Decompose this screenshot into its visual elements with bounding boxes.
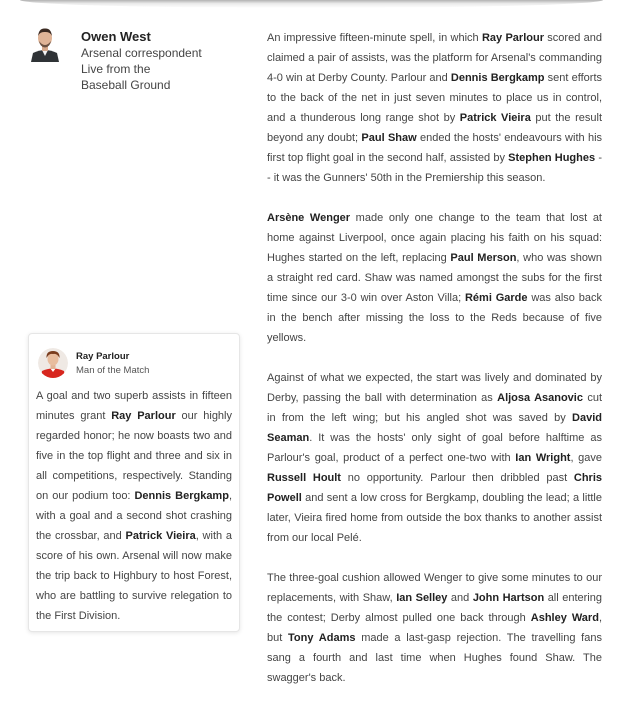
- player-name-highlight: John Hartson: [472, 592, 545, 604]
- player-name-highlight: Ian Wright: [515, 452, 571, 464]
- article-paragraph: An impressive fifteen-minute spell, in which Ray Parlour scored and claimed a pair of assists, was the platform for Arsenal's commanding 4-0 win at Derby County. Parlour and Dennis Bergkamp sent efforts to the back of the net in just seven minutes to place us in control, and a thunderous long range shot by Patrick Vieira put the result beyond any doubt; Paul Shaw ended the hosts' endeavours with his first top flight goal in the second half, assisted by Stephen Hughes -- it was the Gunners' 50th in the Premiership this season.: [267, 32, 603, 184]
- author-role: Arsenal correspondent: [81, 46, 202, 60]
- motm-summary: A goal and two superb assists in fifteen minutes grant Ray Parlour our highly regarded honor; he now boasts two and five in the top flight and three and six in all competitions, respectively. Standing on our podium too: Dennis Bergkamp, with a goal and a second shot crashing the crossbar, and Patrick Vieira, with a score of his own. Arsenal will now make the trip back to Highbury to host Forest, who are battling to survive relegation to the First Division.: [36, 390, 232, 622]
- author-name: Owen West: [81, 29, 151, 44]
- author-location-line1: Live from the: [81, 62, 151, 76]
- player-name-highlight: David Seaman: [267, 412, 602, 444]
- player-name-highlight: Patrick Vieira: [459, 112, 531, 124]
- player-name-highlight: Arsène Wenger: [267, 212, 351, 224]
- match-report-article: [267, 28, 602, 708]
- player-name-highlight: Chris Powell: [267, 472, 603, 504]
- author-location-line2: Baseball Ground: [81, 78, 171, 92]
- player-name-highlight: Tony Adams: [288, 632, 356, 644]
- motm-player-avatar: [38, 348, 68, 378]
- player-name-highlight: Dennis Bergkamp: [450, 72, 545, 84]
- player-name-highlight: Dennis Bergkamp: [134, 490, 229, 502]
- motm-player-name: Ray Parlour: [76, 351, 130, 362]
- article-paragraph: Against of what we expected, the start was lively and dominated by Derby, passing the ball with determination as Aljosa Asanovic cut in from the left wing; but his angled shot was saved by David Seaman. It was the hosts' only sight of goal before halftime as Parlour's goal, product of a perfect one-two with Ian Wright, gave Russell Hoult no opportunity. Parlour then dribbled past Chris Powell and sent a low cross for Bergkamp, doubling the lead; a little later, Vieira fired home from outside the box thanks to another assist from our local Pelé.: [267, 372, 603, 544]
- man-of-the-match-card: [28, 333, 240, 632]
- player-name-highlight: Stephen Hughes: [508, 152, 596, 164]
- player-name-highlight: Russell Hoult: [267, 472, 341, 484]
- top-shadow-divider: [20, 0, 603, 8]
- player-name-highlight: Ashley Ward: [530, 612, 599, 624]
- player-name-highlight: Ray Parlour: [111, 410, 176, 422]
- player-name-highlight: Paul Shaw: [361, 132, 417, 144]
- player-name-highlight: Patrick Vieira: [125, 530, 196, 542]
- motm-title: Man of the Match: [76, 365, 150, 376]
- player-name-highlight: Aljosa Asanovic: [497, 392, 583, 404]
- player-name-highlight: Paul Merson: [450, 252, 517, 264]
- player-name-highlight: Ian Selley: [396, 592, 448, 604]
- player-name-highlight: Ray Parlour: [481, 32, 544, 44]
- player-name-highlight: Rémi Garde: [464, 292, 528, 304]
- article-paragraph: Arsène Wenger made only one change to the team that lost at home against Liverpool, once again placing his faith on his squad: Hughes started on the left, replacing Paul Merson, who was shown a straight red card. Shaw was named amongst the subs for the first time since our 3-0 win over Aston Villa; Rémi Garde was also back in the bench after missing the loss to the Reds because of five yellows.: [267, 212, 602, 344]
- author-avatar: [29, 26, 61, 62]
- article-paragraph: The three-goal cushion allowed Wenger to give some minutes to our replacements, with Shaw, Ian Selley and John Hartson all entering the contest; Derby almost pulled one back through Ashley Ward, but Tony Adams made a last-gasp rejection. The travelling fans sang a fourth and last time when Hughes found Shaw. The swagger's back.: [267, 572, 602, 684]
